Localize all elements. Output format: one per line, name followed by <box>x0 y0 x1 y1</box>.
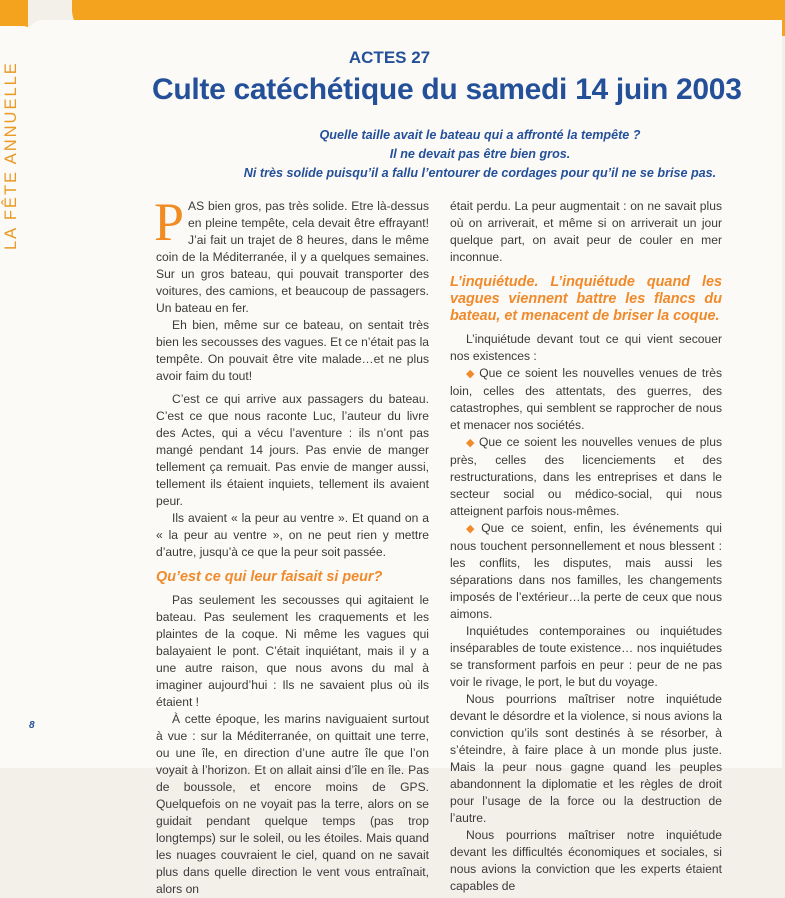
diamond-bullet-icon: ◆ <box>466 368 477 380</box>
page-number: 8 <box>29 720 35 731</box>
paragraph: Nous pourrions maîtriser notre inquiétude devant le désordre et la violence, si nous avions la conviction qu’ils sont destinés à se résorber, à s’éteindre, à faire place à un monde plus juste. Mais la peur nous gagne quand les peuples abandonnent la diplomatie et les règles de droit pour l’usage de la force ou la destruction de l’autre. <box>450 692 722 825</box>
paragraph: PAS bien gros, pas très solide. Etre là-dessus en pleine tempête, cela devait être effrayant! J’ai fait un trajet de 8 heures, dans le même coin de la Méditerranée, il y a quelques semaines. Sur un gros bateau, qui pouvait transporter des voitures, des camions, et beaucoup de passagers. Un bateau en fer. <box>154 192 429 315</box>
intro-line: Quelle taille avait le bateau qui a affronté la tempête ? <box>319 128 641 142</box>
paragraph: Eh bien, même sur ce bateau, on sentait très bien les secousses des vagues. Et ce n’était pas la tempête. On pouvait être vite malade…et ne plus avoir faim du tout! <box>156 318 429 383</box>
bullet-paragraph: ◆ Que ce soient les nouvelles venues de très loin, celles des attentats, des guerres, des catastrophes, qui semblent se rapprocher de nous et menacer nos sociétés. <box>450 366 722 432</box>
paragraph: L’inquiétude devant tout ce qui vient secouer nos existences : <box>450 332 722 363</box>
intro-line: Il ne devait pas être bien gros. <box>389 147 571 161</box>
paragraph: Nous pourrions maîtriser notre inquiétude devant les difficultés économiques et sociales, si nous avions la conviction que les experts étaient capables de <box>450 828 722 893</box>
paragraph: Inquiétudes contemporaines ou inquiétudes inséparables de toute existence… nos inquiétudes se transforment parfois en peur : peur de ne pas voir le rivage, le port, le but du voyage. <box>450 624 722 689</box>
intro-line: Ni très solide puisqu’il a fallu l’entourer de cordages pour qu’il ne se brise pas. <box>243 166 717 180</box>
header-kicker: ACTES 27 <box>348 48 431 67</box>
bullet-paragraph: ◆ Que ce soient, enfin, les événements qui nous touchent personnellement et nous blessent : les conflits, les disputes, mais aussi les séparations dans nos familles, les changements imposés de l’extérieur…la perte de ceux que nous aimons. <box>450 521 722 621</box>
subheading: L’inquiétude. L’inquiétude quand les vagues viennent battre les flancs du bateau, et menacent de briser la coque. <box>450 274 722 324</box>
paragraph: était perdu. La peur augmentait : on ne savait plus où on arriverait, et même si on arriverait un jour quelque part, on avait peur de couler en mer inconnue. <box>450 199 722 264</box>
diamond-bullet-icon: ◆ <box>466 523 479 535</box>
subheading: Qu’est ce qui leur faisait si peur? <box>156 569 383 585</box>
section-label: LA FÊTE ANNUELLE <box>2 61 20 250</box>
paragraph: Pas seulement les secousses qui agitaient le bateau. Pas seulement les craquements et les plaintes de la coque. Ni même les vagues qui balayaient le pont. C’était inquiétant, mais il y a une autre raison, que nous avons du mal à imaginer aujourd’hui : Ils ne savaient plus où ils étaient ! <box>156 593 429 709</box>
left-column <box>154 192 429 898</box>
bullet-paragraph: ◆ Que ce soient les nouvelles venues de plus près, celles des licenciements et des restructurations, dans les entreprises et dans le secteur social ou médico-social, qui nous atteignent parfois nous-mêmes. <box>450 435 722 518</box>
diamond-bullet-icon: ◆ <box>466 437 476 449</box>
intro-block <box>190 126 770 183</box>
paragraph: C’est ce qui arrive aux passagers du bateau. C’est ce que nous raconte Luc, l’auteur du livre des Actes, qui a vécu l’aventure : ils n’ont pas mangé pendant 14 jours. Pas envie de manger tellement ça remuait. Pas envie de manger aussi, tellement ils étaient inquiets, tellement ils avaient peur. <box>156 392 429 508</box>
dropcap: P <box>154 192 185 252</box>
page-title: Culte catéchétique du samedi 14 juin 2003 <box>152 73 742 106</box>
right-column <box>450 198 722 895</box>
paragraph: Ils avaient « la peur au ventre ». Et quand on a « la peur au ventre », on ne peut rien y mettre d’autre, jusqu’à ce que la peur soit passée. <box>156 511 429 559</box>
paragraph: À cette époque, les marins naviguaient surtout à vue : sur la Méditerranée, on quittait une terre, ou une île, en direction d’une autre île que l’on voyait à l’horizon. Et on allait ainsi d’île en île. Pas de boussole, et encore moins de GPS. Quelquefois on ne voyait pas la terre, alors on se guidait pendant quelque temps (pas trop longtemps) sur le soleil, ou les étoiles. Mais quand les nuages couvraient le ciel, quand on ne savait plus dans quelle direction le vent vous entraînait, alors on <box>156 712 429 896</box>
